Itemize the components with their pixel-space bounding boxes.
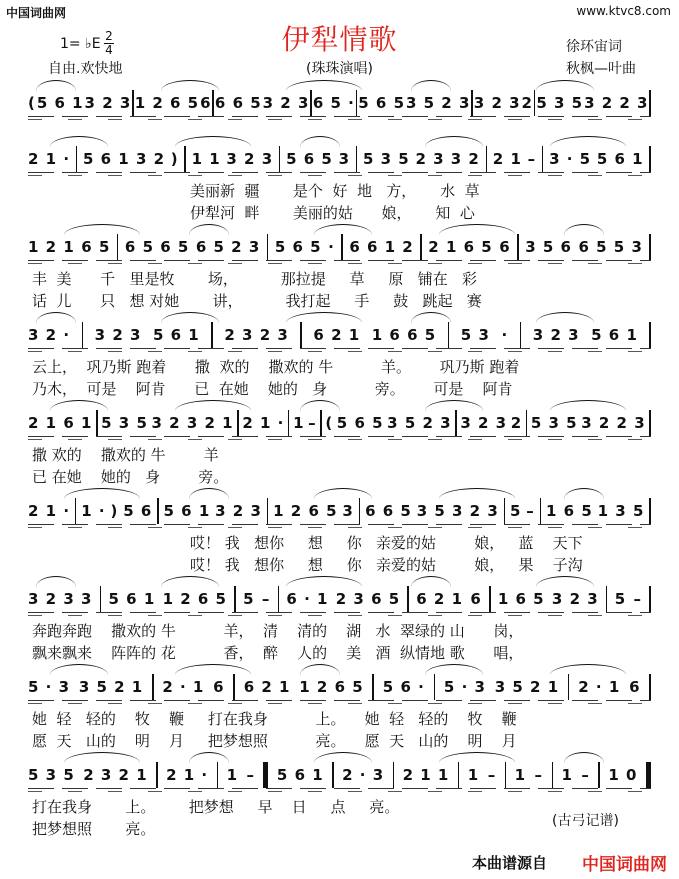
barline xyxy=(300,322,302,348)
note-group: 2 · 1 xyxy=(578,678,621,696)
note-group: 6 5 5 3 xyxy=(578,238,643,256)
barline xyxy=(117,234,119,260)
barline xyxy=(82,322,84,348)
barline xyxy=(448,322,450,348)
slur-arc xyxy=(286,80,362,91)
duration-underline-second xyxy=(28,439,651,443)
barline xyxy=(434,674,436,700)
note-group: 1 6 6 5 xyxy=(371,326,437,344)
note-group: 5 6 1 xyxy=(163,502,211,520)
slur-arc xyxy=(425,664,483,675)
note-group: 2 1 · xyxy=(28,502,71,520)
note-group: – xyxy=(581,766,590,784)
slur-row xyxy=(28,752,651,762)
barline xyxy=(279,146,281,172)
barline xyxy=(184,146,186,172)
barline xyxy=(606,586,608,612)
note-row xyxy=(28,320,651,350)
note-group: 5 6 1 xyxy=(596,150,644,168)
barline xyxy=(372,674,374,700)
barline xyxy=(520,322,522,348)
note-group: 5 xyxy=(614,590,627,608)
note-group: 6 5 · xyxy=(312,94,355,112)
barline xyxy=(407,586,409,612)
note-group: 2 1 · xyxy=(242,414,285,432)
note-group: 5 · 3 xyxy=(28,678,71,696)
lyric-line: 哎！ 我 想你 想 你 亲爱的姑 娘， 蓝 天下 xyxy=(190,534,583,552)
note-group: 5 3 5 xyxy=(362,150,410,168)
slur-arc xyxy=(439,488,515,499)
note-group: 5 6 1 xyxy=(591,326,638,344)
barline xyxy=(517,234,519,260)
note-group: 3 5 2 3 xyxy=(405,94,471,112)
note-group: 2 xyxy=(521,94,533,112)
note-group: 3 2 3 xyxy=(460,414,508,432)
barline xyxy=(552,762,554,788)
note-group: · xyxy=(501,326,509,344)
barline xyxy=(157,498,159,524)
note-group: 6 xyxy=(470,590,482,608)
barline xyxy=(76,146,78,172)
note-group: 3 2 3 xyxy=(94,326,142,344)
slur-arc xyxy=(175,400,251,411)
barline xyxy=(649,322,651,348)
time-sig-top: 2 xyxy=(105,29,113,43)
note-group: – xyxy=(487,766,497,784)
note-group: 1 2 6 5 xyxy=(273,502,338,520)
lyric-line: 已 在她 她的 身 旁。 xyxy=(32,468,229,486)
barline xyxy=(267,234,269,260)
slur-arc xyxy=(564,488,604,499)
barline xyxy=(471,90,473,116)
lyric-line: 愿 天 山的 明 月 把梦想照 亮。 愿 天 山的 明 月 xyxy=(32,732,517,750)
note-group: 2 3 3 2 xyxy=(415,150,480,168)
composer: 秋枫—叶曲 xyxy=(566,61,636,77)
slur-arc xyxy=(50,136,108,147)
transcriber-credit: (古弓记谱) xyxy=(552,813,619,829)
note-group: 1 xyxy=(467,766,480,784)
note-group: 6 xyxy=(200,94,212,112)
source-label: 本曲谱源自 xyxy=(472,854,548,872)
slur-arc xyxy=(411,80,451,91)
note-group: – xyxy=(526,502,535,520)
note-row xyxy=(28,760,651,790)
note-group: 1 6 5 xyxy=(497,590,545,608)
note-group: 3 5 2 1 xyxy=(78,678,144,696)
note-group: 5 6 5 xyxy=(274,238,322,256)
barline xyxy=(132,90,134,116)
barline xyxy=(540,498,542,524)
note-group: 1 · xyxy=(81,502,106,520)
slur-arc xyxy=(314,488,372,499)
slur-arc xyxy=(36,576,76,587)
slur-arc xyxy=(550,400,626,411)
note-group: 3 5 2 3 xyxy=(387,414,452,432)
slur-arc xyxy=(425,136,483,147)
note-group: 5 3 xyxy=(460,326,490,344)
note-row xyxy=(28,144,651,174)
barline xyxy=(356,146,358,172)
barline xyxy=(505,762,507,788)
note-group: 2 · 3 xyxy=(342,766,385,784)
note-group: 3 2 2 3 xyxy=(581,414,646,432)
slur-arc xyxy=(300,400,340,411)
barline xyxy=(234,586,236,612)
note-group: 1 xyxy=(293,414,305,432)
note-group: 2 xyxy=(510,414,523,432)
slur-arc xyxy=(286,576,362,587)
site-name-left: 中国词曲网 xyxy=(6,6,67,20)
note-group: 3 5 6 xyxy=(525,238,572,256)
note-group: 2 1 6 1 xyxy=(28,414,93,432)
note-row xyxy=(28,584,651,614)
note-group: 5 6 1 xyxy=(152,326,200,344)
note-group: – xyxy=(261,590,271,608)
barline xyxy=(310,90,312,116)
note-group: 6 6 1 2 xyxy=(349,238,414,256)
note-group: 3 2 3 2 1 xyxy=(151,414,234,432)
duration-underline-second xyxy=(28,703,651,707)
slur-arc xyxy=(64,488,140,499)
note-group: 5 6 xyxy=(123,502,153,520)
time-sig-bottom: 4 xyxy=(105,43,113,57)
barline xyxy=(649,674,651,700)
note-group: 5 6 1 xyxy=(108,590,156,608)
note-group: 3 2 3 xyxy=(84,94,132,112)
duration-underline-second xyxy=(28,791,651,795)
lyric-line: 哎！ 我 想你 想 你 亲爱的姑 娘， 果 子沟 xyxy=(190,556,583,574)
note-group: 2 · 1 xyxy=(162,678,205,696)
slur-arc xyxy=(550,664,626,675)
note-group: 3 2 3 xyxy=(226,150,274,168)
final-barline xyxy=(646,762,651,788)
key-signature: 1= ♭E xyxy=(60,36,101,52)
slur-arc xyxy=(439,224,515,235)
slur-arc xyxy=(300,664,340,675)
lyric-line: 把梦想照 亮。 xyxy=(32,820,156,838)
slur-row xyxy=(28,224,651,234)
slur-arc xyxy=(64,224,140,235)
barline xyxy=(152,674,154,700)
note-group: 5 3 5 xyxy=(530,414,578,432)
note-group: 6 2 1 xyxy=(313,326,361,344)
barline xyxy=(100,586,102,612)
barline xyxy=(217,762,219,788)
note-group: 1 2 6 5 xyxy=(299,678,364,696)
note-group: 1 3 5 xyxy=(597,502,645,520)
note-group: 3 2 3 xyxy=(473,94,521,112)
slur-arc xyxy=(564,224,604,235)
lyric-line: 撒 欢的 撒欢的 牛 羊 xyxy=(32,446,219,464)
note-group: 6 · 1 xyxy=(286,590,329,608)
note-group: 5 6 1 xyxy=(276,766,324,784)
barline xyxy=(649,410,651,436)
note-group: 6 xyxy=(629,678,641,696)
slur-arc xyxy=(425,400,483,411)
slur-arc xyxy=(175,664,251,675)
note-group: 3 2 3 xyxy=(215,502,262,520)
lyric-line: 乃木， 可是 阿肯 已 在她 她的 身 旁。 可是 阿肯 xyxy=(32,380,513,398)
barline xyxy=(156,762,158,788)
barline xyxy=(356,90,358,116)
note-group: – xyxy=(633,590,643,608)
note-group: 6 xyxy=(499,238,511,256)
note-group: 5 xyxy=(243,590,255,608)
note-group: 5 6 5 xyxy=(286,150,333,168)
slur-arc xyxy=(161,312,219,323)
slur-arc xyxy=(550,136,626,147)
slur-arc xyxy=(536,312,594,323)
barline xyxy=(455,410,457,436)
note-group: 3 2 · xyxy=(28,326,71,344)
barline xyxy=(649,498,651,524)
note-group: 3 2 3 3 xyxy=(28,590,93,608)
notation-system xyxy=(0,320,679,400)
duration-underline-second xyxy=(28,615,651,619)
note-group: 5 6 1 3 2 xyxy=(82,150,166,168)
note-group: – xyxy=(308,414,317,432)
note-group: 1 1 xyxy=(191,150,221,168)
duration-underline-second xyxy=(28,263,651,267)
barline xyxy=(504,498,506,524)
barline xyxy=(489,586,491,612)
note-group: 2 1 6 5 xyxy=(428,238,493,256)
slur-row xyxy=(28,312,651,322)
note-group: 3 · 5 xyxy=(549,150,592,168)
duration-underline-second xyxy=(28,527,651,531)
lyric-line: 云上， 巩乃斯 跑着 撒 欢的 撒欢的 牛 羊。 巩乃斯 跑着 xyxy=(32,358,520,376)
barline xyxy=(96,410,98,436)
note-row xyxy=(28,496,651,526)
note-group: 2 3 6 5 xyxy=(335,590,401,608)
note-group: 5 6 5 xyxy=(358,94,406,112)
note-group: 1 2 6 5 xyxy=(162,590,227,608)
note-group: 1 xyxy=(514,766,527,784)
note-group: 6 2 1 xyxy=(416,590,464,608)
note-row xyxy=(28,408,651,438)
song-title: 伊犁情歌 xyxy=(281,23,398,56)
slur-arc xyxy=(64,752,140,763)
barline xyxy=(649,90,651,116)
slur-row xyxy=(28,488,651,498)
lyric-line: 奔跑奔跑 撒欢的 牛 羊， 清 清的 湖 水 翠绿的 山 岗， xyxy=(32,622,524,640)
tempo-marking: 自由.欢快地 xyxy=(48,61,123,77)
duration-underline-second xyxy=(28,175,651,179)
notation-system xyxy=(0,584,679,664)
slur-row xyxy=(28,664,651,674)
notation-system xyxy=(0,496,679,576)
note-group: 3 xyxy=(342,502,354,520)
note-group: 1 2 1 xyxy=(28,238,75,256)
note-group: 1 0 xyxy=(608,766,638,784)
note-group: ) xyxy=(170,150,179,168)
note-group: 1 2 6 5 xyxy=(134,94,200,112)
lyric-line: 打在我身 上。 把梦想 早 日 点 亮。 xyxy=(32,798,400,816)
barline xyxy=(598,762,600,788)
slur-arc xyxy=(189,752,229,763)
barline xyxy=(649,146,651,172)
notation-system xyxy=(0,144,679,224)
note-group: 2 1 · xyxy=(166,766,209,784)
note-group: 3 5 3 2 3 xyxy=(416,502,499,520)
barline xyxy=(526,410,528,436)
note-group: 1 6 5 xyxy=(546,502,593,520)
note-group: 3 xyxy=(338,150,351,168)
note-group: 5 3 5 xyxy=(536,94,584,112)
barline xyxy=(542,146,544,172)
lyric-line: 飘来飘来 阵阵的 花 香， 醉 人的 美 酒 纵情地 歌 唱， xyxy=(32,644,524,662)
lyric-line: 她 轻 轻的 牧 鞭 打在我身 上。 她 轻 轻的 牧 鞭 xyxy=(32,710,517,728)
barline xyxy=(278,586,280,612)
note-group: 3 2 3 xyxy=(262,94,310,112)
note-group: 6 6 5 xyxy=(214,94,262,112)
lyric-line: 丰 美 千 里是牧 场， 那拉提 草 原 铺在 彩 xyxy=(32,270,478,288)
slur-arc xyxy=(161,576,219,587)
barline xyxy=(359,498,361,524)
barline xyxy=(649,586,651,612)
notation-system xyxy=(0,408,679,488)
note-group: 5 3 5 xyxy=(101,414,148,432)
duration-underline-second xyxy=(28,119,651,123)
lyric-line: 话 儿 只 想 对她 讲， 我打起 手 鼓 跳起 赛 xyxy=(32,292,482,310)
note-group: 2 1 · xyxy=(28,150,71,168)
note-group: 1 xyxy=(561,766,573,784)
note-group: 5 6 5 xyxy=(336,414,384,432)
note-group: 6 6 5 xyxy=(365,502,412,520)
lyricist: 徐环宙词 xyxy=(566,39,622,55)
note-group: 2 1 1 xyxy=(402,766,450,784)
note-group: 2 1 xyxy=(492,150,522,168)
note-group: 3 2 3 xyxy=(551,590,599,608)
slur-arc xyxy=(536,576,594,587)
slur-arc xyxy=(175,136,251,147)
note-group: 3 5 2 1 xyxy=(494,678,560,696)
barline xyxy=(486,146,488,172)
note-group: 5 3 5 xyxy=(28,766,75,784)
barline xyxy=(320,410,322,436)
note-group: 3 2 3 xyxy=(532,326,580,344)
slur-arc xyxy=(36,312,76,323)
note-row xyxy=(28,672,651,702)
note-group: 2 3 2 3 xyxy=(224,326,289,344)
note-row xyxy=(28,232,651,262)
barline xyxy=(233,674,235,700)
note-group: ) xyxy=(110,502,119,520)
slur-arc xyxy=(189,488,229,499)
time-signature xyxy=(104,30,114,57)
note-group: 6 5 xyxy=(81,238,111,256)
barline xyxy=(534,90,536,116)
source-site-logo: 中国词曲网 xyxy=(582,855,667,875)
barline xyxy=(211,322,213,348)
barline xyxy=(649,234,651,260)
barline xyxy=(458,762,460,788)
note-group: – xyxy=(527,150,537,168)
slur-arc xyxy=(161,80,219,91)
duration-underline-second xyxy=(28,351,651,355)
notation-system xyxy=(0,672,679,752)
final-barline xyxy=(263,762,268,788)
note-group: 1 xyxy=(226,766,238,784)
note-group: 6 2 1 xyxy=(243,678,291,696)
barline xyxy=(420,234,422,260)
slur-arc xyxy=(439,752,515,763)
note-group: 5 xyxy=(509,502,522,520)
slur-arc xyxy=(411,576,451,587)
note-group: 6 5 2 3 xyxy=(195,238,261,256)
note-group: 5 6 1 xyxy=(36,94,84,112)
note-group: 6 xyxy=(213,678,225,696)
slur-arc xyxy=(314,224,372,235)
barline xyxy=(267,498,269,524)
note-group: 5 6 · xyxy=(382,678,425,696)
note-group: – xyxy=(534,766,544,784)
slur-arc xyxy=(286,312,362,323)
lyric-line: 伊犁河 畔 美丽的姑 娘， 知 心 xyxy=(190,204,475,222)
barline xyxy=(288,410,290,436)
slur-row xyxy=(28,400,651,410)
barline xyxy=(393,762,395,788)
slur-arc xyxy=(314,752,372,763)
note-row xyxy=(28,88,651,118)
note-group: ( xyxy=(325,414,334,432)
note-group: – xyxy=(246,766,255,784)
note-group: 6 5 6 5 xyxy=(124,238,190,256)
barline xyxy=(568,674,570,700)
singer: (珠珠演唱) xyxy=(306,61,373,77)
slur-arc xyxy=(50,664,108,675)
slur-arc xyxy=(564,752,604,763)
note-group: 3 2 2 3 xyxy=(584,94,649,112)
lyric-line: 美丽新 疆 是个 好 地 方， 水 草 xyxy=(190,182,480,200)
slur-arc xyxy=(411,312,451,323)
slur-row xyxy=(28,136,651,146)
slur-arc xyxy=(536,80,594,91)
note-group: 2 3 2 1 xyxy=(83,766,148,784)
barline xyxy=(75,498,77,524)
barline xyxy=(332,762,334,788)
notation-system xyxy=(0,232,679,312)
slur-row xyxy=(28,576,651,586)
slur-row xyxy=(28,80,651,90)
site-url-right: www.ktvc8.com xyxy=(576,4,671,18)
note-group: 5 · 3 xyxy=(443,678,486,696)
slur-arc xyxy=(50,400,108,411)
slur-arc xyxy=(36,80,76,91)
barline xyxy=(237,410,239,436)
note-group: ( xyxy=(28,94,36,112)
barline xyxy=(212,90,214,116)
note-group: · xyxy=(328,238,335,256)
slur-arc xyxy=(300,136,340,147)
barline xyxy=(341,234,343,260)
slur-arc xyxy=(189,224,229,235)
